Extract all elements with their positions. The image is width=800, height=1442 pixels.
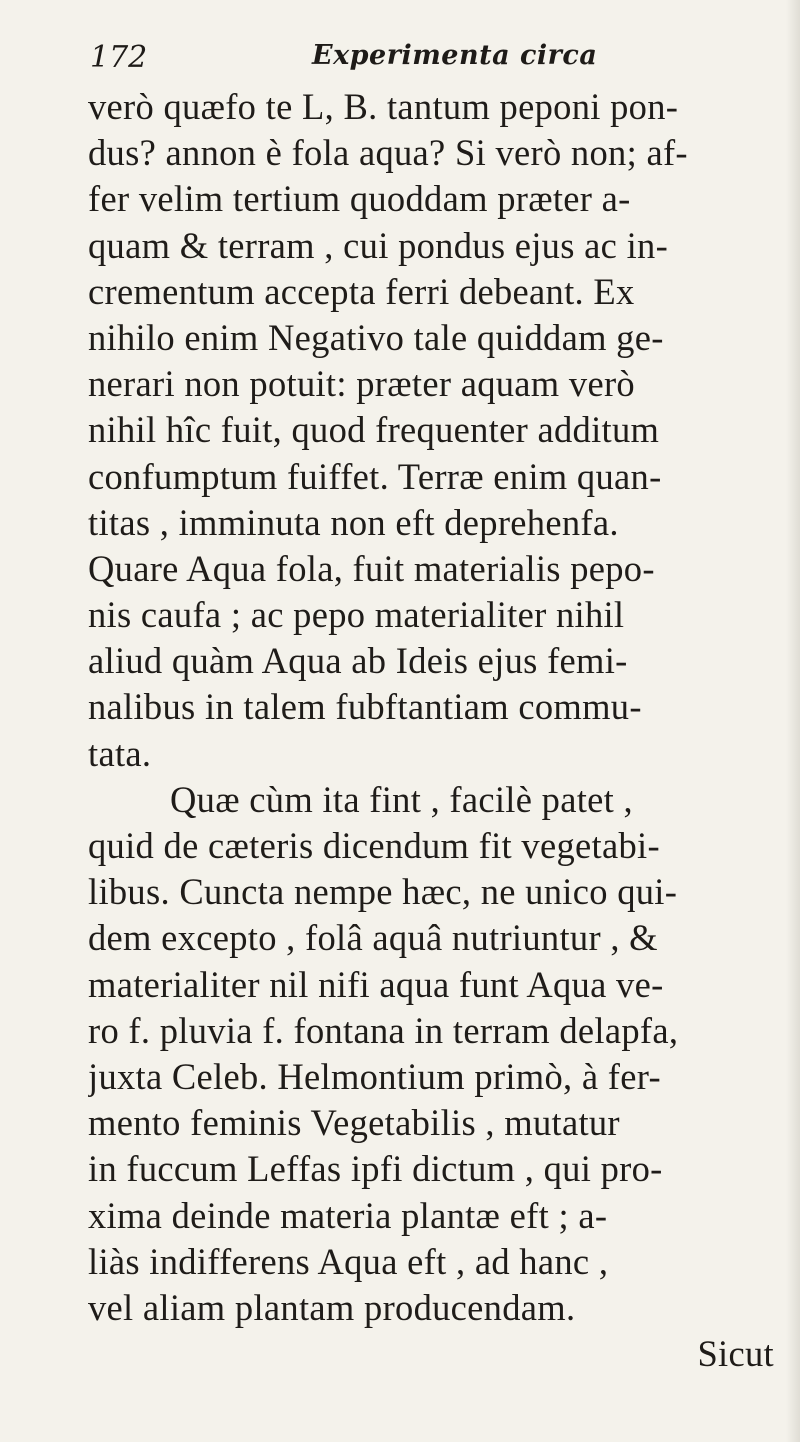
text-line: verò quæfo te L, B. tantum peponi pon- — [88, 86, 679, 127]
text-line: nihilo enim Negativo tale quiddam ge- — [88, 316, 664, 358]
page-number: 172 — [90, 40, 148, 75]
text-line: ro f. pluvia f. fontana in terram delapfa, — [88, 1009, 679, 1051]
text-line: nihil hîc fuit, quod frequenter additum — [88, 409, 660, 451]
text-line: crementum accepta ferri debeant. Ex — [88, 270, 635, 312]
text-line: nerari non potuit: præter aquam verò — [88, 363, 635, 405]
text-line: quid de cæteris dicendum fit vegetabi- — [88, 825, 660, 866]
text-line: nalibus in talem fubftantiam commu- — [88, 686, 642, 728]
text-line: quam & terram , cui pondus ejus ac in- — [88, 224, 669, 266]
text-line: nis caufa ; ac pepo materialiter nihil — [88, 594, 625, 636]
text-line: liàs indifferens Aqua eft , ad hanc , — [88, 1240, 609, 1282]
text-line: confumptum fuiffet. Terræ enim quan- — [88, 455, 662, 497]
text-line: dem excepto , folâ aquâ nutriuntur , & — [88, 917, 658, 959]
text-line: materialiter nil nifi aqua funt Aqua ve- — [88, 963, 664, 1005]
text-line: Quare Aqua fola, fuit materialis pepo- — [88, 547, 655, 589]
text-line: dus? annon è fola aqua? Si verò non; af- — [88, 132, 688, 174]
page-header — [90, 40, 710, 84]
text-line: juxta Celeb. Helmontium primò, à fer- — [88, 1055, 661, 1097]
paragraph-start-line: Quæ cùm ita fint , facilè patet , — [170, 778, 633, 820]
text-line: mento feminis Vegetabilis , mutatur — [88, 1102, 620, 1144]
text-line: titas , imminuta non eft deprehenfa. — [88, 501, 619, 543]
text-line: tata. — [88, 732, 152, 774]
text-line: vel aliam plantam producendam. — [88, 1286, 576, 1328]
text-line: aliud quàm Aqua ab Ideis ejus femi- — [88, 640, 628, 682]
text-line: fer velim tertium quoddam præter a- — [88, 178, 631, 220]
running-head: Experimenta circa — [312, 40, 598, 71]
body-text — [88, 84, 800, 1377]
catchword: Sicut — [697, 1333, 774, 1375]
text-line: in fuccum Leffas ipfi dictum , qui pro- — [88, 1148, 663, 1190]
text-line: libus. Cuncta nempe hæc, ne unico qui- — [88, 871, 678, 913]
text-line: xima deinde materia plantæ eft ; a- — [88, 1194, 608, 1236]
